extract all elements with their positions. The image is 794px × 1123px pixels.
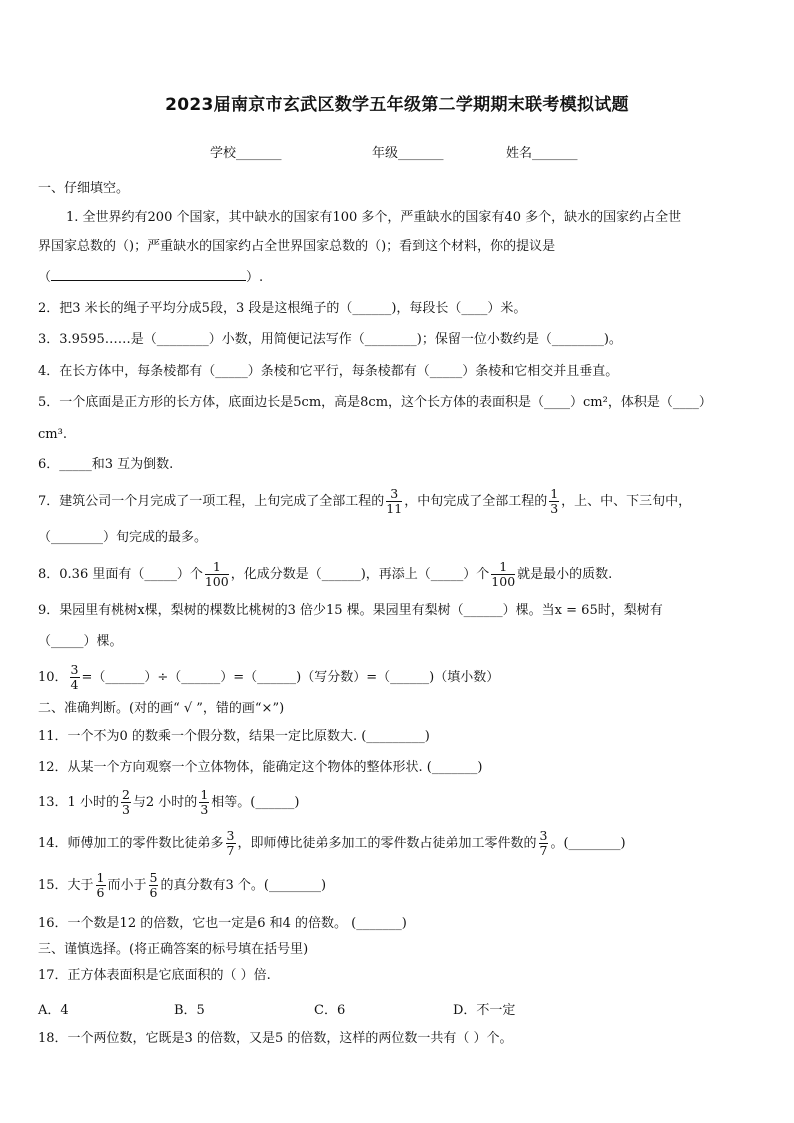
question-9-line-2: （_____）棵。: [38, 634, 123, 649]
question-11: 11．一个不为0 的数乘一个假分数，结果一定比原数大. (_________): [38, 729, 430, 744]
name-field: 姓名_______: [506, 146, 578, 161]
fraction-2-3: $\frac{2}{3}$: [121, 787, 130, 817]
option-d[interactable]: D．不一定: [453, 1003, 516, 1018]
question-16: 16．一个数是12 的倍数，它也一定是6 和4 的倍数。 (_______): [38, 916, 407, 931]
fraction-1-6: $\frac{1}{6}$: [96, 870, 105, 900]
q7-text-c: ，上、中、下三旬中，: [561, 494, 692, 509]
q10-number: 10．: [38, 670, 68, 685]
question-7-line-2: （________）旬完成的最多。: [38, 530, 208, 545]
fraction-3-7: $\frac{3}{7}$: [226, 828, 235, 858]
q10-text: =（______）÷（______）=（______)（写分数）=（______)（填小数）: [81, 670, 500, 685]
section-heading-3: 三、谨慎选择。(将正确答案的标号填在括号里): [38, 942, 309, 957]
question-1-line-2: 界国家总数的（)；严重缺水的国家约占全世界国家总数的（)；看到这个材料，你的提议是: [38, 239, 556, 254]
question-10: [38, 660, 764, 696]
section-heading-2: 二、准确判断。(对的画“ √ ”，错的画“×”): [38, 701, 285, 716]
q15-text-b: 而小于: [107, 878, 147, 893]
q14-text-a: 14．师傅加工的零件数比徒弟多: [38, 836, 224, 851]
grade-field: 年级_______: [372, 146, 444, 161]
question-12: 12．从某一个方向观察一个立体物体，能确定这个物体的整体形状. (_______): [38, 760, 483, 775]
question-4: 4．在长方体中，每条棱都有（_____）条棱和它平行，每条棱都有（_____）条棱和它相交并且垂直。: [38, 364, 619, 379]
question-3: 3．3.9595……是（________）小数，用简便记法写作（________)；保留一位小数约是（________)。: [38, 332, 622, 347]
question-8: [38, 557, 764, 593]
option-b[interactable]: B．5: [174, 1003, 205, 1018]
question-1-line-1: 1. 全世界约有200 个国家，其中缺水的国家有100 多个，严重缺水的国家有40 多个，缺水的国家约占全世: [66, 210, 682, 225]
q15-text-c: 的真分数有3 个。(________): [160, 878, 327, 893]
page-title: 2023届南京市玄武区数学五年级第二学期期末联考模拟试题: [165, 95, 629, 115]
answer-blank[interactable]: [51, 268, 246, 281]
question-6: 6．_____和3 互为倒数.: [38, 457, 174, 472]
question-18: 18．一个两位数，它既是3 的倍数，又是5 的倍数，这样的两位数一共有（ ）个。: [38, 1031, 513, 1046]
fraction-3-7: $\frac{3}{7}$: [539, 828, 548, 858]
q8-text-b: ，化成分数是（______)，再添上（_____）个: [230, 567, 490, 582]
open-paren: （: [38, 270, 52, 285]
fraction-3-11: $\frac{3}{11}$: [386, 486, 403, 516]
fraction-3-4: $\frac{3}{4}$: [70, 662, 79, 692]
question-7-line-1: [38, 484, 764, 520]
q7-text-a: 7．建筑公司一个月完成了一项工程，上旬完成了全部工程的: [38, 494, 385, 509]
question-13: [38, 785, 764, 821]
fraction-1-3: $\frac{1}{3}$: [550, 486, 559, 516]
q8-text-c: 就是最小的质数.: [517, 567, 613, 582]
q13-text-a: 13．1 小时的: [38, 795, 119, 810]
q13-text-b: 与2 小时的: [132, 795, 198, 810]
question-17: 17．正方体表面积是它底面积的（ ）倍.: [38, 968, 271, 983]
fraction-1-100: $\frac{1}{100}$: [491, 559, 516, 589]
question-2: 2．把3 米长的绳子平均分成5段，3 段是这根绳子的（______)，每段长（____）米。: [38, 301, 527, 316]
q15-text-a: 15．大于: [38, 878, 94, 893]
q7-text-b: ，中旬完成了全部工程的: [404, 494, 548, 509]
question-14: [38, 826, 764, 862]
fraction-1-3: $\frac{1}{3}$: [200, 787, 209, 817]
question-9-line-1: 9．果园里有桃树x棵，梨树的棵数比桃树的3 倍少15 棵。果园里有梨树（______）棵。当x = 65时，梨树有: [38, 603, 663, 618]
section-heading-1: 一、仔细填空。: [38, 181, 130, 196]
question-1-line-3: [38, 268, 764, 287]
option-a[interactable]: A．4: [38, 1003, 69, 1018]
fraction-1-100: $\frac{1}{100}$: [204, 559, 229, 589]
fraction-5-6: $\frac{5}{6}$: [149, 870, 158, 900]
q14-text-c: 。(________): [550, 836, 626, 851]
question-5-line-1: 5．一个底面是正方形的长方体，底面边长是5cm，高是8cm，这个长方体的表面积是（____）cm²，体积是（____）: [38, 395, 712, 410]
q14-text-b: ，即师傅比徒弟多加工的零件数占徒弟加工零件数的: [237, 836, 537, 851]
close-paren: ）.: [246, 270, 264, 285]
question-5-line-2: cm³.: [38, 427, 67, 442]
q13-text-c: 相等。(______): [211, 795, 300, 810]
school-field: 学校_______: [210, 146, 282, 161]
option-c[interactable]: C．6: [314, 1003, 346, 1018]
q8-text-a: 8．0.36 里面有（_____）个: [38, 567, 203, 582]
question-15: [38, 868, 764, 904]
